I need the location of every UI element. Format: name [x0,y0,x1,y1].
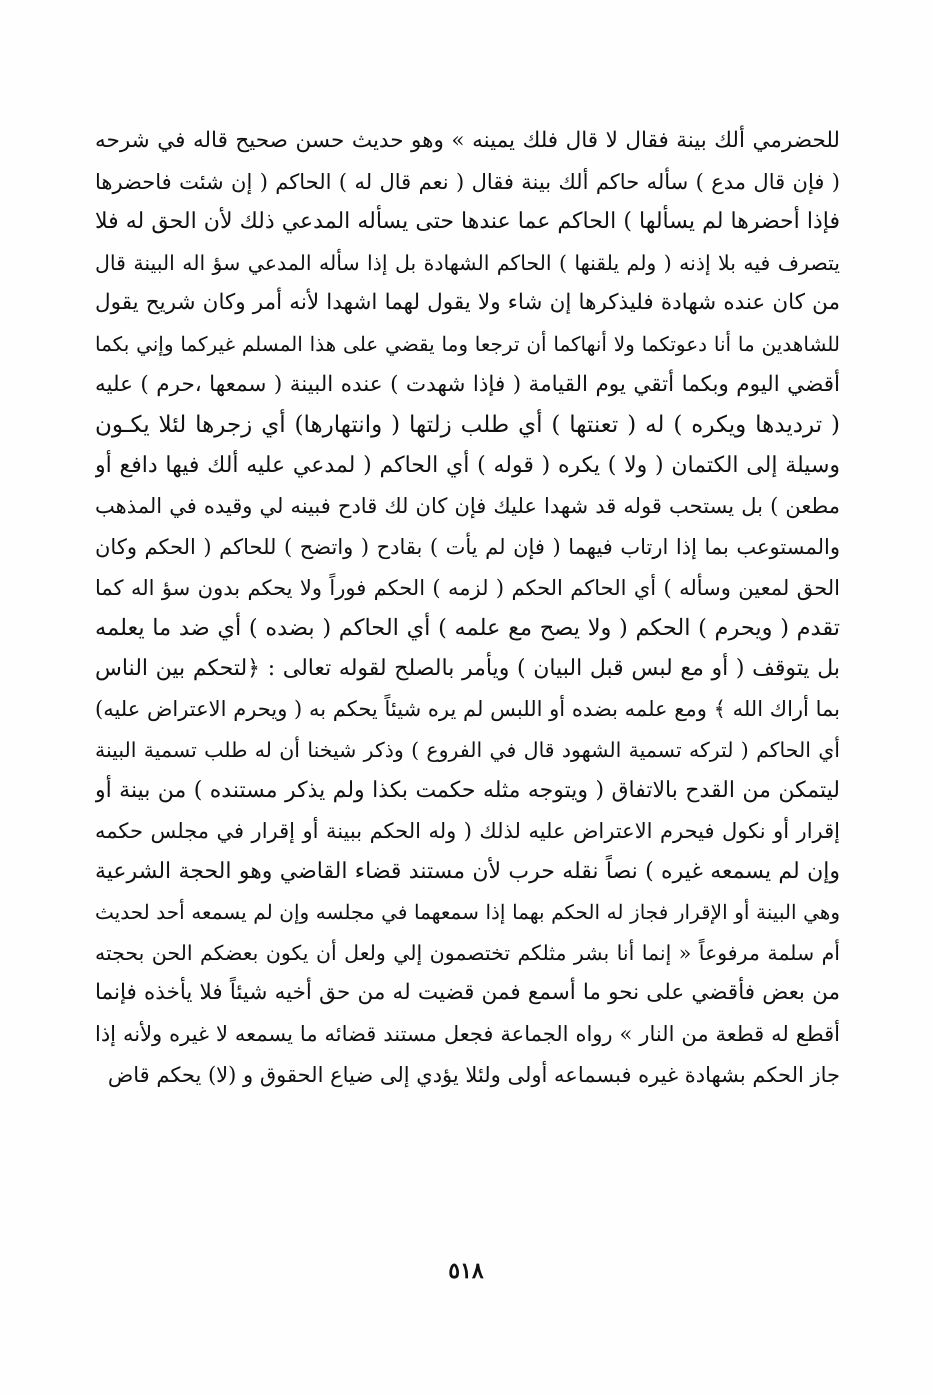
text-line: وسيلة إلى الكتمان ( ولا ) يكره ( قوله ) أي الحاكم ( لمدعي عليه ألك فيها دافع أو [95,452,840,478]
text-line: وإن لم يسمعه غيره ) نصاً نقله حرب لأن مستند قضاء القاضي وهو الحجة الشرعية [95,858,840,884]
text-line: وهي البينة أو الإقرار فجاز له الحكم بهما إذا سمعهما في مجلسه وإن لم يسمعه أحد لحديث [95,900,840,925]
text-line: ليتمكن من القدح بالاتفاق ( ويتوجه مثله حكمت بكذا ولم يذكر مستنده ) من بينة أو [95,777,840,803]
text-line: أقضي اليوم وبكما أتقي يوم القيامة ( فإذا شهدت ) عنده البينة ( سمعها ،حرم ) عليه [95,371,840,397]
text-line: إقرار أو نكول فيحرم الاعتراض عليه لذلك ( وله الحكم ببينة أو إقرار في مجلس حكمه [95,819,840,844]
text-line: جاز الحكم بشهادة غيره فبسماعه أولى ولئلا يؤدي إلى ضياع الحقوق و (لا) يحكم قاض [107,1062,840,1087]
text-line: أم سلمة مرفوعاً « إنما أنا بشر مثلكم تختصمون إلي ولعل أن يكون بعضكم الحن بحجته [95,940,840,965]
text-line: فإذا أحضرها لم يسألها ) الحاكم عما عندها حتى يسأله المدعي ذلك لأن الحق له فلا [95,209,840,235]
text-line: بل يتوقف ( أو مع لبس قبل البيان ) ويأمر بالصلح لقوله تعالى : ﴿لتحكم بين الناس [95,655,840,681]
text-line: يتصرف فيه بلا إذنه ( ولم يلقنها ) الحاكم الشهادة بل إذا سأله المدعي سؤ اله البينة قال [95,250,840,275]
text-line: تقدم ( ويحرم ) الحكم ( ولا يصح مع علمه ) أي الحاكم ( بضده ) أي ضد ما يعلمه [95,615,840,642]
text-line: والمستوعب بما إذا ارتاب فيهما ( فإن لم يأت ) بقادح ( واتضح ) للحاكم ( الحكم وكان [95,534,840,559]
text-line: مطعن ) بل يستحب قوله قد شهدا عليك فإن كان لك قادح فبينه لي وقيده في المذهب [95,494,840,519]
text-line: من بعض فأقضي على نحو ما أسمع فمن قضيت له من حق أخيه شيئاً فلا يأخذه فإنما [95,980,840,1006]
text-line: للشاهدين ما أنا دعوتكما ولا أنهاكما أن ترجعا وما يقضي على هذا المسلم غيركما وإني بكما [95,331,840,356]
text-line: أي الحاكم ( لتركه تسمية الشهود قال في الفروع ) وذكر شيخنا أن له طلب تسمية البينة [95,737,840,762]
text-line: ( ترديدها ويكره ) له ( تعنتها ) أي طلب زلتها ( وانتهارها) أي زجرها لئلا يكـون [95,412,840,439]
page-number: ٥١٨ [448,1258,484,1284]
text-line: الحق لمعين وسأله ) أي الحاكم الحكم ( لزمه ) الحكم فوراً ولا يحكم بدون سؤ اله كما [95,575,840,600]
body-text [95,121,840,1095]
text-line: ( فإن قال مدع ) سأله حاكم ألك بينة فقال ( نعم قال له ) الحاكم ( إن شئت فاحضرها [95,169,840,194]
text-line: للحضرمي ألك بينة فقال لا قال فلك يمينه » وهو حديث حسن صحيح قاله في شرحه [95,128,840,153]
text-line: بما أراك الله ﴾ ومع علمه بضده أو اللبس لم يره شيئاً يحكم به ( ويحرم الاعتراض عليه) [95,697,840,722]
text-line: من كان عنده شهادة فليذكرها إن شاء ولا يقول لهما اشهدا لأنه أمر وكان شريح يقول [95,290,840,316]
text-line: أقطع له قطعة من النار » رواه الجماعة فجعل مستند قضائه ما يسمعه لا غيره ولأنه إذا [95,1022,840,1047]
